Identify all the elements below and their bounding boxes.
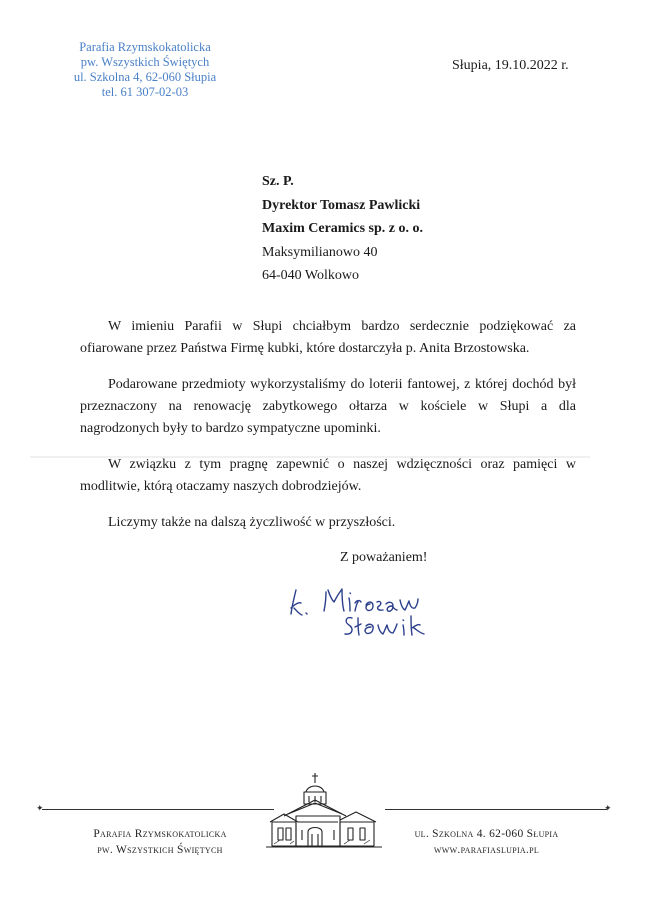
parish-stamp: [56, 40, 234, 100]
footer-contact: [394, 826, 579, 858]
letter-date: Słupia, 19.10.2022 r.: [452, 58, 569, 73]
body-paragraph: Podarowane przedmioty wykorzystaliśmy do loterii fantowej, z której dochód był przeznaczony na renowację zabytkowego ołtarza w kościele w Słupi a dla nagrodzonych były to bardzo sympatyczne upominki.: [80, 377, 576, 436]
recipient-name: Dyrektor Tomasz Pawlicki: [262, 197, 421, 213]
body-paragraph: W imieniu Parafii w Słupi chciałbym bardzo serdecznie podziękować za ofiarowane przez Państwa Firmę kubki, które dostarczyła p. Anita Brzostowska.: [80, 319, 576, 356]
footer-divider-right: [385, 809, 607, 810]
stamp-line-dedication: pw. Wszystkich Świętych: [80, 55, 210, 69]
closing-phrase: Z poważaniem!: [340, 550, 428, 565]
church-logo-icon: [266, 770, 382, 855]
stamp-line-name: Parafia Rzymskokatolicka: [79, 40, 211, 54]
footer-address-line: ul. Szkolna 4. 62-060 Słupia: [414, 828, 559, 840]
footer-name-line: Parafia Rzymskokatolicka: [93, 828, 227, 840]
church-drawing: [266, 770, 382, 850]
signature-scribble: [282, 578, 482, 648]
footer-parish-name: [70, 826, 250, 858]
recipient-salutation: Sz. P.: [262, 174, 294, 189]
recipient-city: 64-040 Wolkowo: [262, 268, 360, 283]
body-paragraph: Liczymy także na dalszą życzliwość w przyszłości.: [108, 515, 396, 530]
stamp-line-address: ul. Szkolna 4, 62-060 Słupia: [73, 70, 217, 84]
recipient-company: Maxim Ceramics sp. z o. o.: [262, 221, 423, 236]
footer-dedication-line: pw. Wszystkich Świętych: [97, 844, 223, 856]
divider-ornament-icon: ✦: [604, 804, 612, 814]
stamp-line-phone: tel. 61 307-02-03: [101, 85, 189, 99]
body-paragraph: W związku z tym pragnę zapewnić o naszej wdzięczności oraz pamięci w modlitwie, którą otaczamy naszych dobrodziejów.: [80, 457, 576, 494]
recipient-street: Maksymilianowo 40: [262, 244, 378, 260]
recipient-address-block: [262, 170, 423, 288]
letter-body: [80, 316, 576, 548]
footer-divider-left: [42, 809, 274, 810]
handwritten-signature: [282, 578, 482, 653]
footer-website-link[interactable]: www.parafiaslupia.pl: [433, 844, 540, 856]
divider-ornament-icon: ✦: [36, 804, 44, 814]
